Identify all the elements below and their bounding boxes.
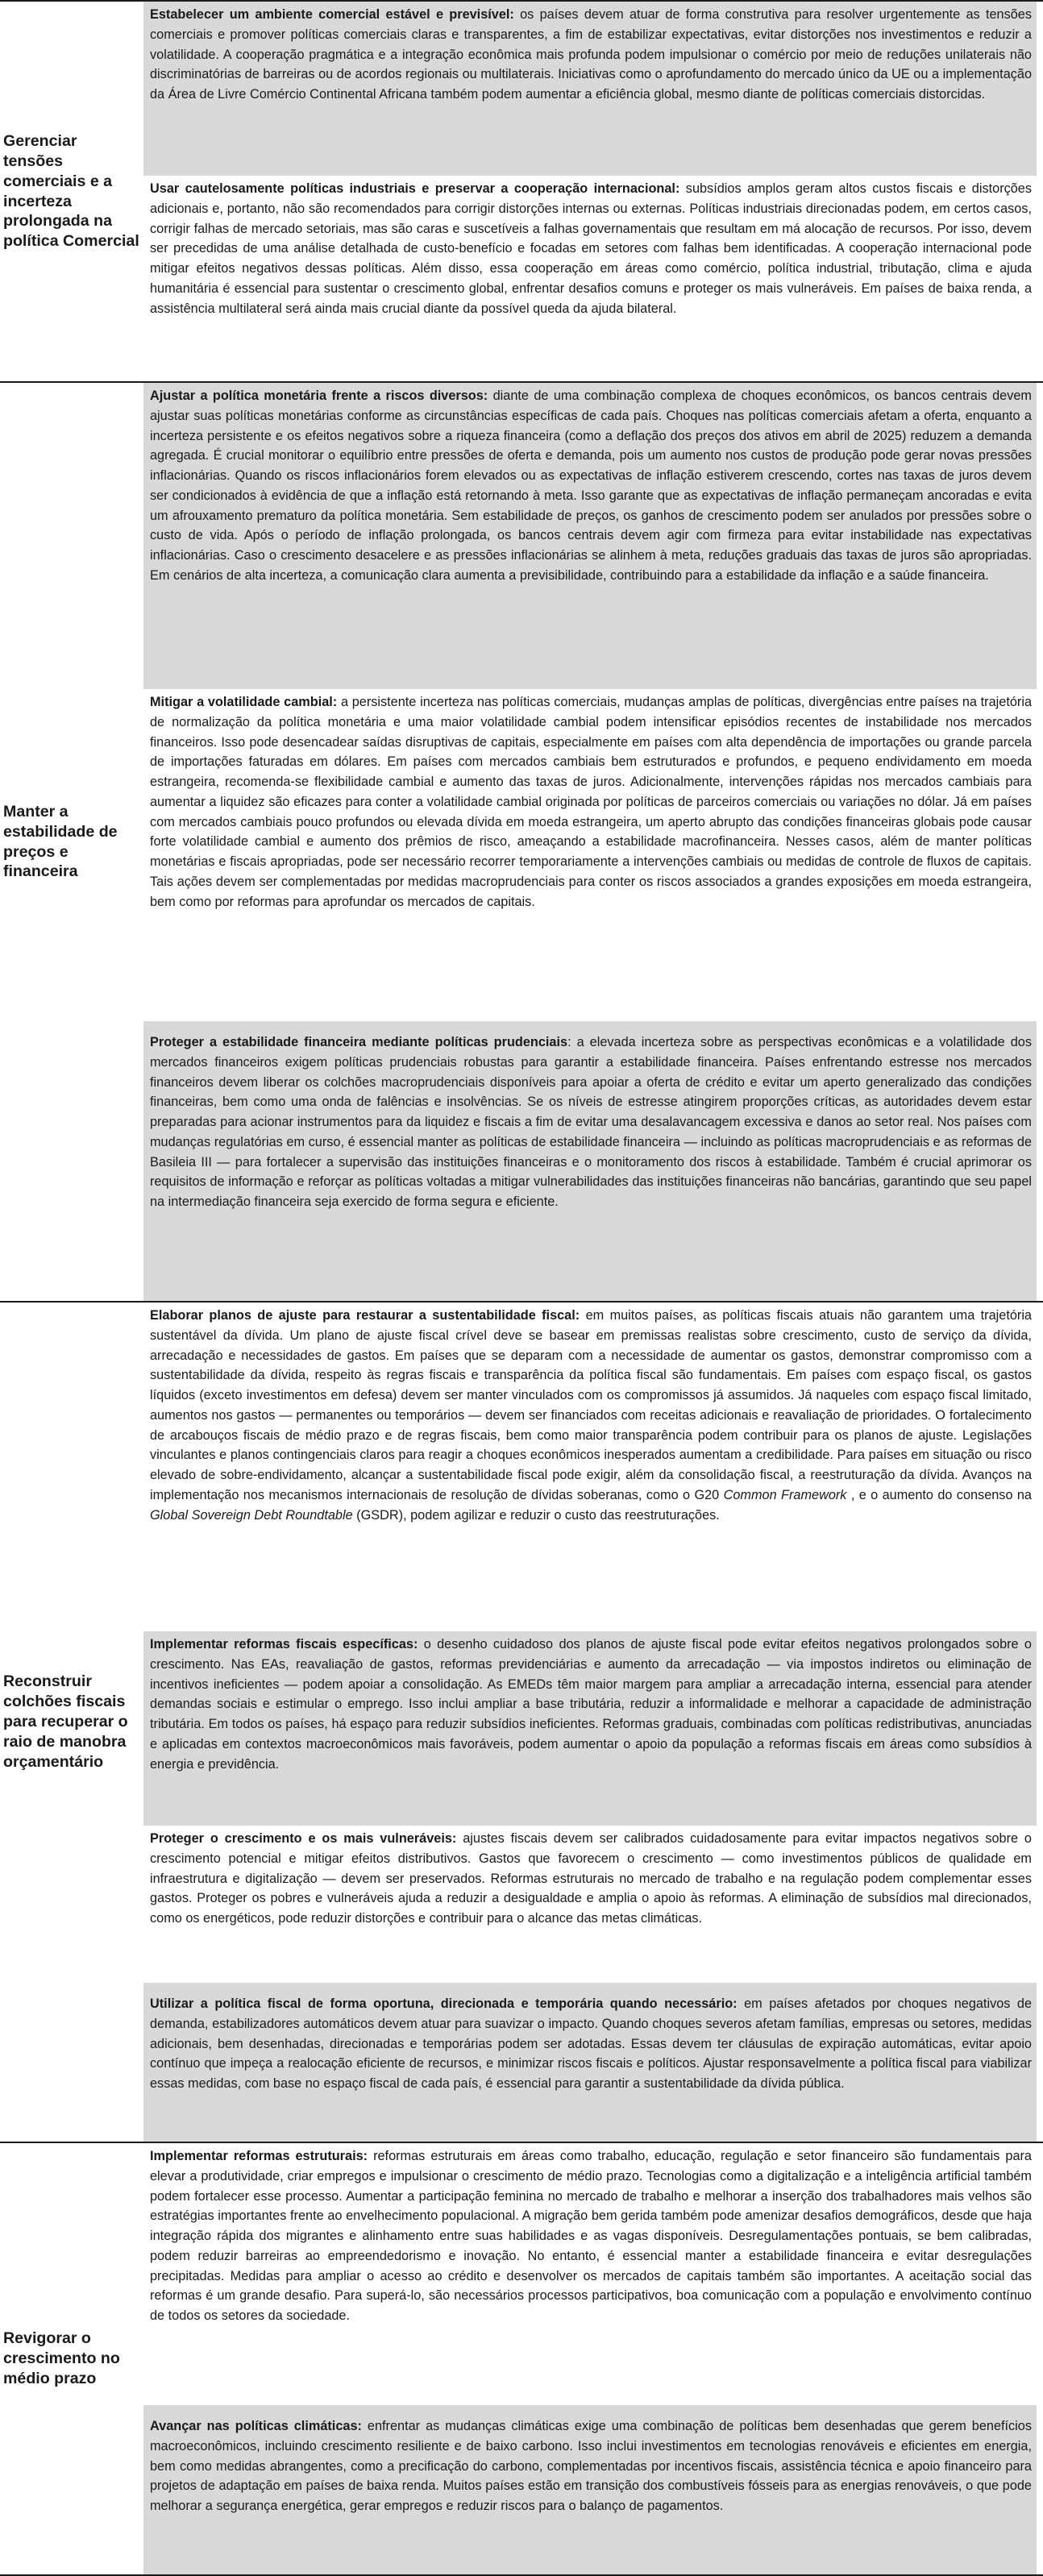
row-label-text: Manter a estabilidade de preços e financeira bbox=[3, 802, 118, 881]
block-lead: Proteger a estabilidade financeira mediante políticas prudenciais bbox=[150, 1035, 568, 1049]
row-label-price-stability bbox=[0, 381, 143, 1301]
block-lead: Mitigar a volatilidade cambial: bbox=[150, 695, 338, 709]
block-lead: Implementar reformas estruturais: bbox=[150, 2149, 368, 2163]
row-body-trade bbox=[143, 0, 1043, 381]
row-label-text: Revigorar o crescimento no médio prazo bbox=[3, 2329, 120, 2387]
block-lead: Usar cautelosamente políticas industriais e preservar a cooperação internacional: bbox=[150, 181, 680, 196]
block-italic: Common Framework bbox=[723, 1487, 847, 1502]
policy-block bbox=[143, 2143, 1037, 2405]
row-body-growth bbox=[143, 2142, 1043, 2576]
policy-block bbox=[143, 2, 1037, 176]
row-label-text: Reconstruir colchões fiscais para recuperar o raio de manobra orçamentário bbox=[3, 1672, 128, 1771]
block-text: , e o aumento do consenso na bbox=[846, 1487, 1032, 1502]
row-label-trade bbox=[0, 0, 143, 381]
block-text: : a elevada incerteza sobre as perspectivas econômicas e a volatilidade dos mercados financeiros exigem políticas prudenciais robustas para garantir a estabilidade financeira. Países enfrentando estresse nos mercados financeiros devem liberar os colchões macroprudenciais disponíveis para apoiar a oferta de crédito e evitar um aperto generalizado das condições financeiras, bem como uma onda de falências e insolvências. Se os níveis de estresse atingirem proporções críticas, as autoridades devem estar preparadas para acionar instrumentos para da liquidez e fiscais a fim de evitar uma desalavancagem excessiva e danos ao setor real. Nos países com mudanças regulatórias em curso, é essencial manter as políticas de estabilidade financeira — incluindo as políticas macroprudenciais e as reformas de Basileia III — para fortalecer a supervisão das instituições financeiras e o monitoramento dos riscos à estabilidade. Também é crucial aprimorar os requisitos de informação e reforçar as políticas voltadas a mitigar vulnerabilidades das instituições financeiras não bancárias, garantindo que seu papel na intermediação financeira seja exercido de forma segura e eficiente. bbox=[150, 1035, 1032, 1210]
row-label-fiscal bbox=[0, 1301, 143, 2142]
block-text: em muitos países, as políticas fiscais atuais não garantem uma trajetória sustentável da dívida. Um plano de ajuste fiscal crível deve se basear em premissas realistas sobre crescimento, custo de serviço da dívida, arrecadação e necessidades de gastos. Em países que se deparam com a necessidade de aumentar os gastos, demonstrar compromisso com a sustentabilidade da dívida, respeito às regras fiscais e transparência da política fiscal são fundamentais. Em países com espaço fiscal, os gastos líquidos (exceto investimentos em defesa) devem ser manter vinculados com os compromissos já assumidos. Já naqueles com espaço fiscal limitado, aumentos nos gastos — permanentes ou temporários — devem ser financiados com receitas adicionais e reavaliação de prioridades. O fortalecimento de arcabouços fiscais de médio prazo e de regras fiscais, bem como maior transparência podem contribuir para os planos de ajuste. Legislações vinculantes e planos contingenciais claros para reagir a choques econômicos inesperados aumentam a credibilidade. Para países em situação ou risco elevado de sobre-endividamento, alcançar a sustentabilidade fiscal pode exigir, além da consolidação fiscal, a reestruturação da dívida. Avanços na implementação nos mecanismos internacionais de resolução de dívidas soberanas, como o G20 bbox=[150, 1308, 1032, 1502]
block-text: subsídios amplos geram altos custos fiscais e distorções adicionais e, portanto, não são recomendados para corrigir distorções internas ou externas. Políticas industriais direcionadas podem, em certos casos, corrigir falhas de mercado setoriais, mas são caras e suscetíveis a falhas governamentais que resultam em má alocação de recursos. Por isso, devem ser precedidas de uma análise detalhada de custo-benefício e focadas em setores com falhas bem identificadas. A cooperação internacional pode mitigar efeitos negativos dessas políticas. Além disso, essa cooperação em áreas como comércio, política industrial, tributação, clima e ajuda humanitária é essencial para sustentar o crescimento global, enfrentar desafios comuns e proteger os mais vulneráveis. Em países de baixa renda, a assistência multilateral será ainda mais crucial diante da possível queda da ajuda bilateral. bbox=[150, 181, 1033, 316]
row-body-price-stability bbox=[143, 381, 1043, 1301]
block-lead: Elaborar planos de ajuste para restaurar a sustentabilidade fiscal: bbox=[150, 1308, 580, 1323]
policy-block bbox=[143, 383, 1037, 689]
block-lead: Ajustar a política monetária frente a riscos diversos: bbox=[150, 388, 488, 403]
block-text: o desenho cuidadoso dos planos de ajuste fiscal pode evitar efeitos negativos prolongados sobre o crescimento. Nas EAs, reavaliação de gastos, reformas previdenciárias e aumento da arrecadação — via impostos indiretos ou eliminação de incentivos ineficientes — podem apoiar a consolidação. As EMEDs têm maior margem para ampliar a arrecadação interna, essencial para atender demandas sociais e estimular o emprego. Isso inclui ampliar a base tributária, reduzir a informalidade e melhorar a capacidade de administração tributária. Em todos os países, há espaço para reduzir subsídios ineficientes. Reformas graduais, combinadas com políticas redistributivas, anunciadas e aplicadas em contextos macroeconômicos mais favoráveis, podem aumentar o apoio da população a reformas fiscais em áreas como subsídios à energia e previdência. bbox=[150, 1637, 1032, 1772]
policy-block bbox=[143, 1021, 1037, 1301]
policy-block bbox=[143, 1983, 1037, 2142]
block-text: enfrentar as mudanças climáticas exige uma combinação de políticas bem desenhadas que gerem benefícios macroeconômicos, incluindo crescimento resiliente e de baixo carbono. Isso inclui investimentos em tecnologias renováveis e eficientes em energia, bem como medidas abrangentes, como a precificação do carbono, complementadas por incentivos fiscais, assistência técnica e apoio financeiro para projetos de adaptação em países de baixa renda. Muitos países estão em transição dos combustíveis fósseis para as energias renováveis, o que pode melhorar a segurança energética, gerar empregos e reduzir riscos para o balanço de pagamentos. bbox=[150, 2419, 1032, 2514]
policy-block bbox=[143, 176, 1037, 381]
block-text: (GSDR), podem agilizar e reduzir o custo das reestruturações. bbox=[352, 1507, 720, 1523]
policy-block bbox=[143, 689, 1037, 1021]
block-text: a persistente incerteza nas políticas comerciais, mudanças amplas de políticas, divergências entre países na trajetória de normalização da política monetária e uma maior volatilidade cambial podem intensificar episódios recentes de instabilidade nos mercados financeiros. Isso pode desencadear saídas disruptivas de capitais, especialmente em países com alta dependência de importações ou grande parcela de importações faturadas em dólares. Em países com mercados cambiais bem estruturados e profundos, e pequeno endividamento em moeda estrangeira, recomenda-se flexibilidade cambial e aumento das taxas de juros. Adicionalmente, intervenções rápidas nos mercados cambiais para aumentar a liquidez são eficazes para conter a volatilidade cambial originada por políticas de parceiros comerciais ou variações no dólar. Já em países com mercados cambiais pouco profundos ou elevada dívida em moeda estrangeira, um aperto abrupto das condições financeiras globais pode causar forte volatilidade cambial e aumento dos prêmios de risco, ameaçando a estabilidade macrofinanceira. Nesses casos, além de manter políticas monetárias e fiscais apropriadas, pode ser necessário recorrer temporariamente a intervenções cambiais ou medidas de controle de fluxos de capitais. Tais ações devem ser complementadas por medidas macroprudenciais para conter os riscos associados a grandes exposições em moeda estrangeira, bem como por reformas para aprofundar os mercados de capitais. bbox=[150, 695, 1032, 909]
block-text: reformas estruturais em áreas como trabalho, educação, regulação e setor financeiro são fundamentais para elevar a produtividade, criar empregos e impulsionar o crescimento de médio prazo. Tecnologias como a digitalização e a inteligência artificial também podem fortalecer esse processo. Aumentar a participação feminina no mercado de trabalho e melhorar a inserção dos trabalhadores mais velhos são estratégias importantes frente ao envelhecimento populacional. A migração bem gerida também pode amenizar desafios demográficos, desde que haja integração rápida dos migrantes e alinhamento entre suas habilidades e as vagas disponíveis. Desregulamentações pontuais, se bem calibradas, podem reduzir barreiras ao empreendedorismo e inovação. No entanto, é essencial manter a estabilidade financeira e evitar desregulações precipitadas. Medidas para ampliar o acesso ao crédito e desenvolver os mercados de capitais também são importantes. A aceitação social das reformas é um grande desafio. Para superá-lo, são necessários processos participativos, boa comunicação com a população e envolvimento contínuo de todos os setores da sociedade. bbox=[150, 2149, 1032, 2324]
block-text: diante de uma combinação complexa de choques econômicos, os bancos centrais devem ajustar suas políticas monetárias conforme as circunstâncias específicas de cada país. Choques nas políticas comerciais afetam a oferta, enquanto a incerteza persistente e os efeitos negativos sobre a riqueza financeira (como a deflação dos preços dos ativos em abril de 2025) reduzem a demanda agregada. É crucial monitorar o equilíbrio entre pressões de oferta e demanda, pois um aumento nos custos de produção pode gerar novas pressões inflacionárias. Quando os riscos inflacionários forem elevados ou as expectativas de inflação estiverem crescendo, cortes nas taxas de juros devem ser condicionados à evidência de que a inflação está retornando à meta. Isso garante que as expectativas de inflação permaneçam ancoradas e evita um afrouxamento prematuro da política monetária. Sem estabilidade de preços, os ganhos de crescimento podem ser anulados por pressões sobre o custo de vida. Após o período de inflação prolongada, os bancos centrais devem agir com firmeza para evitar instabilidade nas expectativas inflacionárias. Caso o crescimento desacelere e as pressões inflacionárias se alinhem à meta, reduções graduais das taxas de juros são apropriadas. Em cenários de alta incerteza, a comunicação clara aumenta a previsibilidade, contribuindo para a estabilidade da inflação e a saúde financeira. bbox=[150, 388, 1032, 583]
policy-block bbox=[143, 1303, 1037, 1631]
policy-block bbox=[143, 1826, 1037, 1983]
block-lead: Estabelecer um ambiente comercial estável e previsível: bbox=[150, 7, 514, 22]
policy-block bbox=[143, 1631, 1037, 1826]
block-lead: Proteger o crescimento e os mais vulneráveis: bbox=[150, 1831, 457, 1846]
block-italic: Global Sovereign Debt Roundtable bbox=[150, 1507, 353, 1523]
block-text: em países afetados por choques negativos de demanda, estabilizadores automáticos devem atuar para suavizar o impacto. Quando choques severos afetam famílias, empresas ou setores, medidas adicionais, bem desenhadas, direcionadas e temporárias podem ser adotadas. Essas devem ter cláusulas de expiração automáticas, evitar apoio contínuo que impeça a realocação eficiente de recursos, e minimizar riscos fiscais e políticos. Ajustar responsavelmente a política fiscal para viabilizar essas medidas, com base no espaço fiscal de cada país, é essencial para garantir a sustentabilidade da dívida pública. bbox=[150, 1996, 1033, 2092]
row-body-fiscal bbox=[143, 1301, 1043, 2142]
row-label-text: Gerenciar tensões comerciais e a incerteza prolongada na política Comercial bbox=[3, 131, 139, 251]
block-lead: Avançar nas políticas climáticas: bbox=[150, 2419, 362, 2433]
block-text: ajustes fiscais devem ser calibrados cuidadosamente para evitar impactos negativos sobre o crescimento potencial e mitigar efeitos distributivos. Gastos que favorecem o crescimento — como investimentos públicos de qualidade em infraestrutura e digitalização — devem ser preservados. Reformas estruturais no mercado de trabalho e na regulação podem complementar esses gastos. Proteger os pobres e vulneráveis ajuda a reduzir a desigualdade e amplia o apoio às reformas. A eliminação de subsídios mal direcionados, como os energéticos, pode reduzir distorções e contribuir para o alcance das metas climáticas. bbox=[150, 1831, 1032, 1926]
row-label-growth bbox=[0, 2142, 143, 2576]
block-lead: Implementar reformas fiscais específicas: bbox=[150, 1637, 418, 1652]
block-lead: Utilizar a política fiscal de forma oportuna, direcionada e temporária quando necessário: bbox=[150, 1996, 738, 2011]
policy-block bbox=[143, 2405, 1037, 2574]
block-text: os países devem atuar de forma construtiva para resolver urgentemente as tensões comerciais e promover políticas comerciais claras e transparentes, a fim de estabilizar expectativas, evitar distorções nos investimentos e reduzir a volatilidade. A cooperação pragmática e a integração econômica mais profunda podem impulsionar o comércio por meio de reduções unilaterais não discriminatórias de barreiras ou de acordos regionais ou multilaterais. Iniciativas como o aprofundamento do mercado único da UE ou a implementação da Área de Livre Comércio Continental Africana também podem aumentar a eficiência global, mesmo diante de políticas comerciais distorcidas. bbox=[150, 7, 1032, 102]
